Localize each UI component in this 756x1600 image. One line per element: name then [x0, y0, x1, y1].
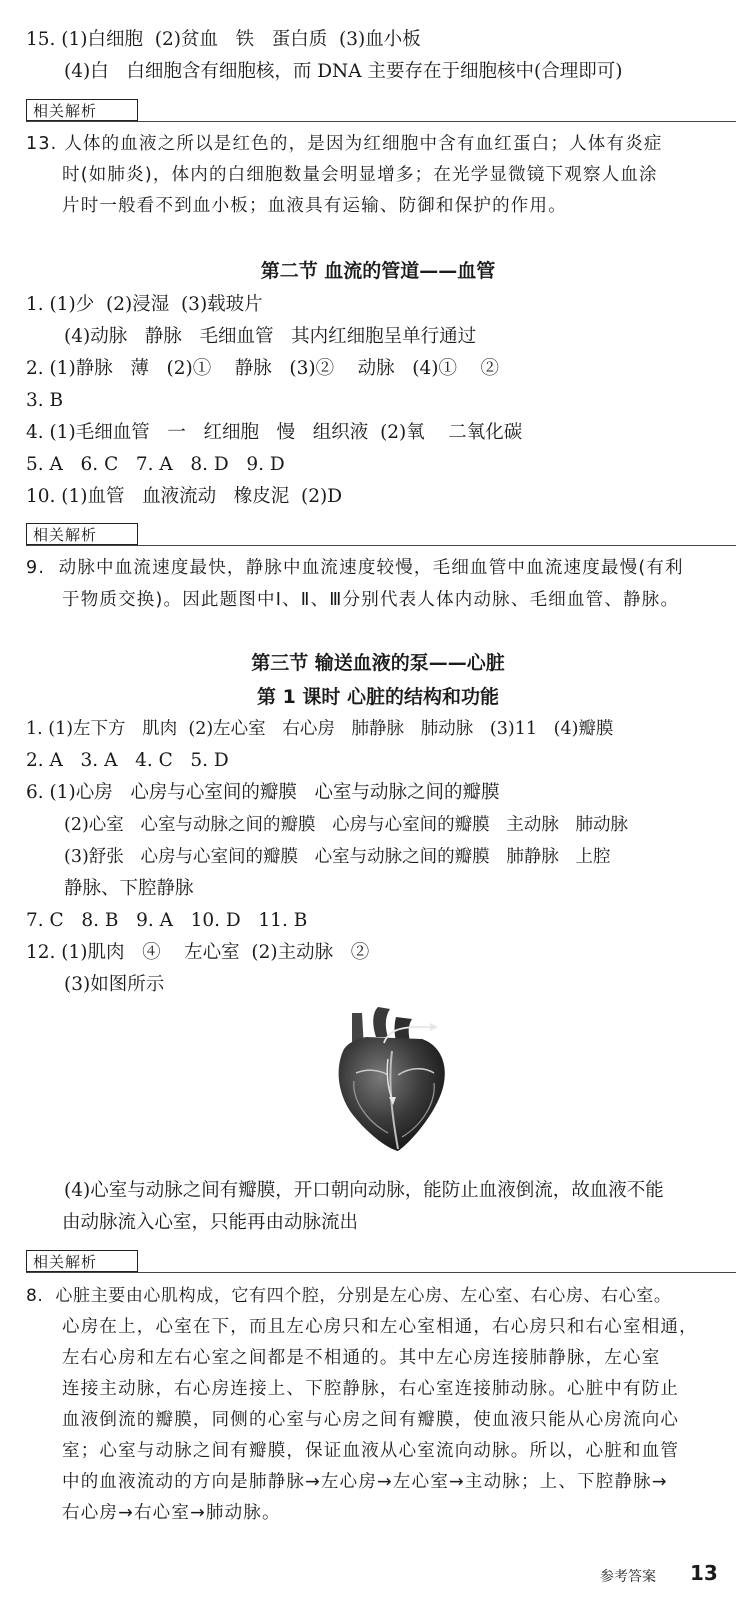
s3-answer-12-4-line-1: (4)心室与动脉之间有瓣膜，开口朝向动脉，能防止血液倒流，故血液不能: [64, 1180, 664, 1201]
analysis-rule-1: [26, 121, 736, 122]
explanation-8-line-8: 右心房→右心室→肺动脉。: [62, 1503, 281, 1523]
analysis-label-2: 相关解析: [26, 523, 138, 545]
s2-answer-1-cont: (4)动脉 静脉 毛细血管 其内红细胞呈单行通过: [64, 326, 477, 347]
section-2-title: 第二节 血流的管道——血管: [260, 260, 496, 282]
explanation-13-line-2: 时(如肺炎)，体内的白细胞数量会明显增多；在光学显微镜下观察人血涂: [62, 165, 658, 185]
s3-answer-6: 6. (1)心房 心房与心室间的瓣膜 心室与动脉之间的瓣膜: [26, 782, 500, 803]
explanation-8-line-1: 8. 心脏主要由心肌构成，它有四个腔，分别是左心房、左心室、右心房、右心室。: [26, 1286, 672, 1306]
explanation-8-line-4: 连接主动脉，右心房连接上、下腔静脉，右心室连接肺动脉。心脏中有防止: [62, 1379, 680, 1399]
explanation-8-line-2: 心房在上，心室在下，而且左心房只和左心室相通，右心房只和右心室相通，: [62, 1317, 698, 1337]
answer-15-line-1: 15. (1)白细胞 (2)贫血 铁 蛋白质 (3)血小板: [26, 29, 421, 50]
footer-label: 参考答案: [600, 1569, 656, 1585]
explanation-9-line-2: 于物质交换)。因此题图中Ⅰ、Ⅱ、Ⅲ分别代表人体内动脉、毛细血管、静脉。: [62, 590, 680, 610]
explanation-8-line-6: 室；心室与动脉之间有瓣膜，保证血液从心室流向动脉。所以，心脏和血管: [62, 1441, 680, 1461]
s3-answer-12-3: (3)如图所示: [64, 974, 165, 995]
explanation-8-line-5: 血液倒流的瓣膜，同侧的心室与心房之间有瓣膜，使血液只能从心房流向心: [62, 1410, 680, 1430]
s3-answer-12: 12. (1)肌肉 ④ 左心室 (2)主动脉 ②: [26, 942, 370, 963]
explanation-8-line-3: 左右心房和左右心室之间都是不相通的。其中左心房连接肺静脉，左心室: [62, 1348, 661, 1368]
s2-answer-10: 10. (1)血管 血液流动 橡皮泥 (2)D: [26, 486, 343, 507]
section-3-title: 第三节 输送血液的泵——心脏: [251, 652, 505, 674]
s3-answer-12-4-line-2: 由动脉流入心室，只能再由动脉流出: [62, 1212, 359, 1233]
s2-answer-4: 4. (1)毛细血管 一 红细胞 慢 组织液 (2)氧 二氧化碳: [26, 422, 523, 443]
s2-answer-2: 2. (1)静脉 薄 (2)① 静脉 (3)② 动脉 (4)① ②: [26, 358, 499, 379]
heart-figure: [326, 1003, 456, 1153]
analysis-rule-2: [26, 545, 736, 546]
s3-answer-6-3-cont: 静脉、下腔静脉: [64, 878, 194, 899]
explanation-13-line-3: 片时一般看不到血小板；血液具有运输、防御和保护的作用。: [62, 196, 567, 216]
page-number: 13: [690, 1561, 718, 1585]
analysis-rule-3: [26, 1272, 736, 1273]
explanation-8-line-7: 中的血液流动的方向是肺静脉→左心房→左心室→主动脉；上、下腔静脉→: [62, 1472, 668, 1492]
s3-answer-7-11: 7. C 8. B 9. A 10. D 11. B: [26, 910, 308, 931]
s2-answer-3: 3. B: [26, 390, 64, 411]
analysis-label-1: 相关解析: [26, 99, 138, 121]
s3-answer-6-2: (2)心室 心室与动脉之间的瓣膜 心房与心室间的瓣膜 主动脉 肺动脉: [64, 815, 629, 835]
aorta-shape: [373, 1007, 390, 1037]
answer-15-line-2: (4)白 白细胞含有细胞核，而 DNA 主要存在于细胞核中(合理即可): [64, 61, 623, 82]
s2-answer-5-9: 5. A 6. C 7. A 8. D 9. D: [26, 454, 285, 475]
s2-answer-1: 1. (1)少 (2)浸湿 (3)载玻片: [26, 294, 263, 315]
s3-answer-1: 1. (1)左下方 肌肉 (2)左心室 右心房 肺静脉 肺动脉 (3)11 (4)瓣膜: [26, 719, 614, 739]
explanation-9-line-1: 9. 动脉中血流速度最快，静脉中血流速度较慢，毛细血管中血流速度最慢(有利: [26, 558, 684, 578]
analysis-label-3: 相关解析: [26, 1250, 138, 1272]
s3-answer-2-5: 2. A 3. A 4. C 5. D: [26, 750, 229, 771]
section-3-subtitle: 第 1 课时 心脏的结构和功能: [256, 686, 500, 708]
explanation-13-line-1: 13. 人体的血液之所以是红色的，是因为红细胞中含有血红蛋白；人体有炎症: [26, 134, 663, 154]
s3-answer-6-3: (3)舒张 心房与心室间的瓣膜 心室与动脉之间的瓣膜 肺静脉 上腔: [64, 847, 611, 867]
